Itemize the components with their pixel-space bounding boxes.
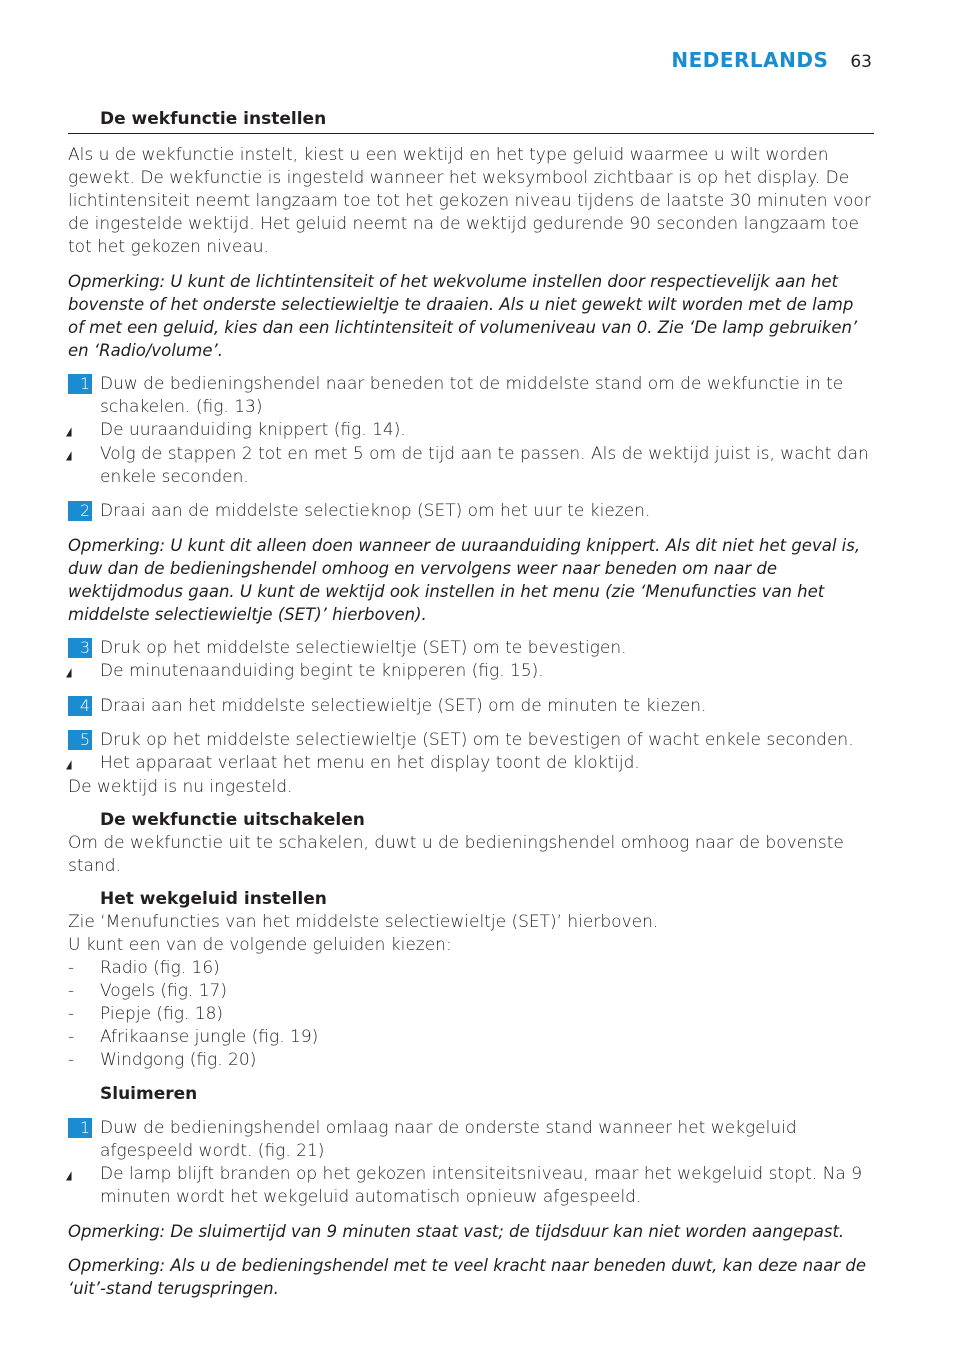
note-1: Opmerking: U kunt de lichtintensiteit of het wekvolume instellen door respectievelijk aan het bovenste of het onderste selectiewieltje te draaien. Als u niet gewekt wilt worden met de lamp of met een geluid, kies dan een lichtintensiteit of volumeniveau van 0. Zie ‘De lamp gebruiken’ en ‘Radio/volume’. [68,272,858,360]
note-3: Opmerking: De sluimertijd van 9 minuten staat vast; de tijdsduur kan niet worden aangepast. [68,1222,845,1241]
step-number-badge: 2 [68,501,92,521]
triangle-bullet-icon: ◢ [66,665,72,679]
dash-marker: - [68,1027,75,1047]
alarm-sound-text-1: Zie ‘Menufuncties van het middelste selectiewieltje (SET)’ hierboven. [68,912,659,932]
alarm-set-text: De wektijd is nu ingesteld. [68,777,293,797]
disable-alarm-text: Om de wekfunctie uit te schakelen, duwt u de bedieningshendel omhoog naar de bovenste stand. [68,833,844,876]
sound-option: Afrikaanse jungle (fig. 19) [100,1027,319,1047]
section-title-disable-alarm: De wekfunctie uitschakelen [100,810,365,830]
note-2: Opmerking: U kunt dit alleen doen wanneer de uuraanduiding knippert. Als dit niet het geval is, duw dan de bedieningshendel omhoog en vervolgens weer naar beneden om naar de wektijdmodus gaan. U kunt de wektijd ook instellen in het menu (zie ‘Menufuncties van het middelste selectiewieltje (SET)’ hierboven). [68,536,861,624]
snooze-step [68,1117,874,1163]
step-2-text: Draai aan de middelste selectieknop (SET) om het uur te kiezen. [100,501,651,521]
dash-marker: - [68,958,75,978]
step-4-text: Draai aan het middelste selectiewieltje (SET) om de minuten te kiezen. [100,696,707,716]
dash-marker: - [68,981,75,1001]
triangle-bullet-icon: ◢ [66,448,72,462]
step-4 [68,695,874,718]
step-5 [68,729,874,752]
step-number-badge: 5 [68,730,92,750]
dash-marker: - [68,1050,75,1070]
alarm-sound-text-2: U kunt een van de volgende geluiden kiezen: [68,935,452,955]
list-item [68,1049,874,1072]
list-item [68,980,874,1003]
section-title-alarm-sound: Het wekgeluid instellen [100,889,327,909]
snooze-bullet-text: De lamp blijft branden op het gekozen intensiteitsniveau, maar het wekgeluid stopt. Na 9 minuten wordt het wekgeluid automatisch opnieuw afgespeeld. [100,1164,863,1207]
list-item [68,1003,874,1026]
page-content [68,108,874,1311]
sound-option: Radio (fig. 16) [100,958,220,978]
bullet-1a-text: De uuraanduiding knippert (fig. 14). [100,420,406,440]
bullet-1b-text: Volg de stappen 2 tot en met 5 om de tijd aan te passen. Als de wektijd juist is, wacht dan enkele seconden. [100,444,869,487]
language-label: NEDERLANDS [671,48,829,72]
step-number-badge: 4 [68,696,92,716]
bullet-5 [68,752,874,776]
step-3-text: Druk op het middelste selectiewieltje (SET) om te bevestigen. [100,638,627,658]
page-number: 63 [850,52,872,72]
note-4: Opmerking: Als u de bedieningshendel met te veel kracht naar beneden duwt, kan deze naar de ‘uit’-stand terugspringen. [68,1256,866,1298]
step-2 [68,500,874,523]
step-number-badge: 1 [68,1118,92,1138]
section-title-set-alarm: De wekfunctie instellen [68,108,874,134]
list-item [68,957,874,980]
bullet-3-text: De minutenaanduiding begint te knipperen (fig. 15). [100,661,544,681]
bullet-3 [68,660,874,684]
step-3 [68,637,874,660]
sound-option: Windgong (fig. 20) [100,1050,257,1070]
section-title-snooze: Sluimeren [100,1084,198,1104]
dash-marker: - [68,1004,75,1024]
snooze-bullet [68,1163,874,1209]
triangle-bullet-icon: ◢ [66,424,72,438]
sound-option: Piepje (fig. 18) [100,1004,224,1024]
step-1 [68,373,874,419]
page-header [671,48,872,72]
sound-option: Vogels (fig. 17) [100,981,227,1001]
triangle-bullet-icon: ◢ [66,1168,72,1182]
list-item [68,1026,874,1049]
step-number-badge: 1 [68,374,92,394]
bullet-5-text: Het apparaat verlaat het menu en het display toont de kloktijd. [100,753,640,773]
step-number-badge: 3 [68,638,92,658]
bullet-1b [68,443,874,489]
triangle-bullet-icon: ◢ [66,757,72,771]
intro-paragraph: Als u de wekfunctie instelt, kiest u een wektijd en het type geluid waarmee u wilt worden gewekt. De wekfunctie is ingesteld wanneer het weksymbool zichtbaar is op het display. De lichtintensiteit neemt langzaam toe tot het gekozen niveau tijdens de laatste 30 minuten voor de ingestelde wektijd. Het geluid neemt na de wektijd gedurende 90 seconden langzaam toe tot het gekozen niveau. [68,145,871,257]
bullet-1a [68,419,874,443]
step-1-text: Duw de bedieningshendel naar beneden tot de middelste stand om de wekfunctie in te schakelen. (fig. 13) [100,374,844,417]
snooze-step-text: Duw de bedieningshendel omlaag naar de onderste stand wanneer het wekgeluid afgespeeld wordt. (fig. 21) [100,1118,797,1161]
step-5-text: Druk op het middelste selectiewieltje (SET) om te bevestigen of wacht enkele seconden. [100,730,854,750]
